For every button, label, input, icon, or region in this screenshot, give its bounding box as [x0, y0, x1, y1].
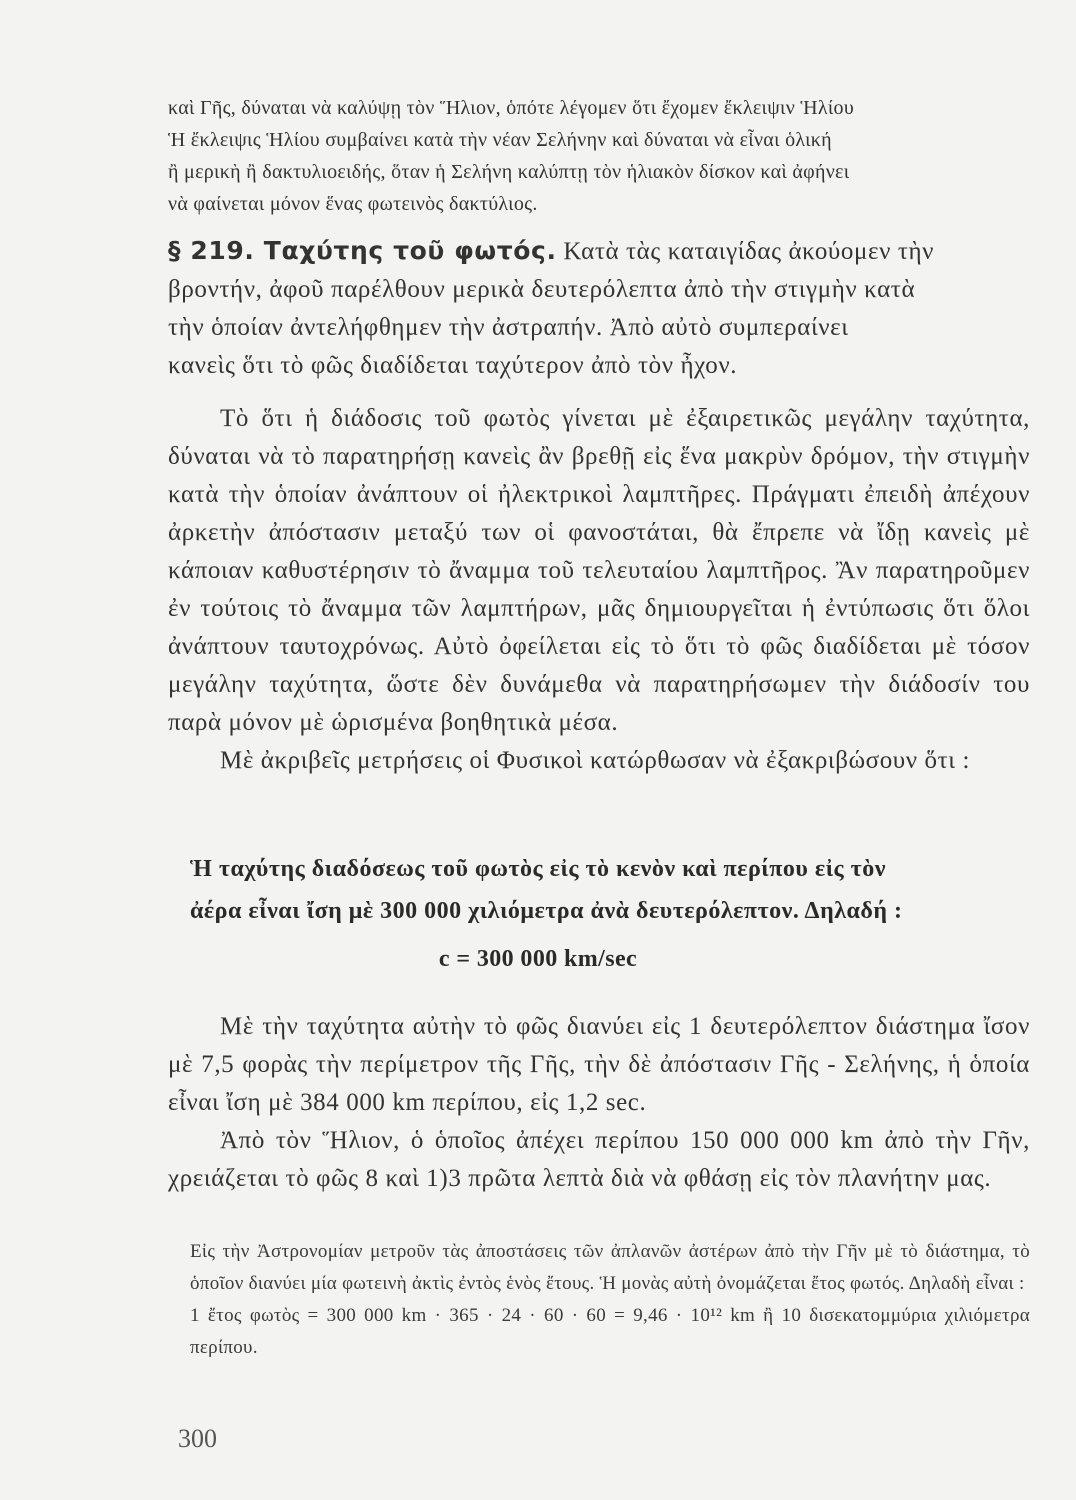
text-line: καὶ Γῆς, δύναται νὰ καλύψῃ τὸν Ἥλιον, ὁπότε λέγομεν ὅτι ἔχομεν ἔκλειψιν Ἡλίου [168, 97, 855, 119]
paragraph: Ἀπὸ τὸν Ἥλιον, ὁ ὁποῖος ἀπέχει περίπου 150 000 000 km ἀπὸ τὴν Γῆν, χρειάζεται τὸ φῶς 8 καὶ 1)3 πρῶτα λεπτὰ διὰ νὰ φθάσῃ εἰς τὸν πλανήτην μας. [168, 1127, 1030, 1192]
speed-formula: c = 300 000 km/sec [438, 946, 638, 972]
bold-statement [190, 848, 1030, 932]
section-first-line [168, 232, 1028, 271]
text-line: ἢ μερικὴ ἢ δακτυλιοειδής, ὅταν ἡ Σελήνη καλύπτῃ τὸν ἡλιακὸν δίσκον καὶ ἀφήνει [168, 161, 850, 183]
eclipse-paragraph [168, 92, 1028, 220]
note-equation: 1 ἔτος φωτὸς = 300 000 km · 365 · 24 · 60 · 60 = 9,46 · 10¹² km ἢ 10 δισεκατομμύρια χιλιόμετρα περίπου. [190, 1305, 1030, 1358]
body-text [168, 400, 1030, 780]
paragraph: Μὲ ἀκριβεῖς μετρήσεις οἱ Φυσικοὶ κατώρθωσαν νὰ ἐξακριβώσουν ὅτι : [220, 747, 970, 774]
text-line: βροντήν, ἀφοῦ παρέλθουν μερικὰ δευτερόλεπτα ἀπὸ τὴν στιγμὴν κατὰ [168, 276, 916, 303]
section-heading: § 219. Ταχύτης τοῦ φωτός. [168, 236, 557, 265]
note-text: Εἰς τὴν Ἀστρονομίαν μετροῦν τὰς ἀποστάσεις τῶν ἀπλανῶν ἀστέρων ἀπὸ τὴν Γῆν μὲ τὸ διάστημα, τὸ ὁποῖον διανύει μία φωτεινὴ ἀκτὶς ἐντὸς ἑνὸς ἔτους. Ἡ μονὰς αὐτὴ ὀνομάζεται ἔτος φωτός. Δηλαδὴ εἶναι : [190, 1241, 1030, 1294]
paragraph: Τὸ ὅτι ἡ διάδοσις τοῦ φωτὸς γίνεται μὲ ἐξαιρετικῶς μεγάλην ταχύτητα, δύναται νὰ τὸ παρατηρήσῃ κανεὶς ἂν βρεθῇ εἰς ἕνα μακρὺν δρόμον, τὴν στιγμὴν κατὰ τὴν ὁποίαν ἀνάπτουν οἱ ἠλεκτρικοὶ λαμπτῆρες. Πράγματι ἐπειδὴ ἀπέχουν ἀρκετὴν ἀπόστασιν μεταξύ των οἱ φανοστάται, θὰ ἔπρεπε νὰ ἴδῃ κανεὶς μὲ κάποιαν καθυστέρησιν τὸ ἄναμμα τοῦ τελευταίου λαμπτῆρος. Ἂν παρατηροῦμεν ἐν τούτοις τὸ ἄναμμα τῶν λαμπτήρων, μᾶς δημιουργεῖται ἡ ἐντύπωσις ὅτι ὅλοι ἀνάπτουν ταυτοχρόνως. Αὐτὸ ὀφείλεται εἰς τὸ ὅτι τὸ φῶς διαδίδεται μὲ τόσον μεγάλην ταχύτητα, ὥστε δὲν δυνάμεθα νὰ παρατηρήσωμεν τὴν διάδοσίν του παρὰ μόνον μὲ ὡρισμένα βοηθητικὰ μέσα. [168, 405, 1030, 736]
text-line: τὴν ὁποίαν ἀντελήφθημεν τὴν ἀστραπήν. Ἀπὸ αὐτὸ συμπεραίνει [168, 314, 849, 341]
text-line: Κατὰ τὰς καταιγίδας ἀκούομεν τὴν [563, 238, 935, 265]
page-number: 300 [178, 1424, 217, 1453]
paragraph: Μὲ τὴν ταχύτητα αὐτὴν τὸ φῶς διανύει εἰς 1 δευτερόλεπτον διάστημα ἴσον μὲ 7,5 φορὰς τὴν περίμετρον τῆς Γῆς, τὴν δὲ ἀπόστασιν Γῆς - Σελήνης, ἡ ὁποία εἶναι ἴση μὲ 384 000 km περίπου, εἰς 1,2 sec. [168, 1013, 1030, 1116]
statement-line: Ἡ ταχύτης διαδόσεως τοῦ φωτὸς εἰς τὸ κενὸν καὶ περίπου εἰς τὸν [190, 856, 886, 882]
text-line: Ἡ ἔκλειψις Ἡλίου συμβαίνει κατὰ τὴν νέαν Σελήνην καὶ δύναται νὰ εἶναι ὁλική [168, 129, 832, 151]
text-line: νὰ φαίνεται μόνον ἕνας φωτεινὸς δακτύλιος. [168, 193, 538, 215]
statement-line: ἀέρα εἶναι ἴση μὲ 300 000 χιλιόμετρα ἀνὰ δευτερόλεπτον. Δηλαδή : [190, 898, 903, 924]
footnote [190, 1236, 1030, 1364]
text-line: κανεὶς ὅτι τὸ φῶς διαδίδεται ταχύτερον ἀπὸ τὸν ἦχον. [168, 352, 738, 379]
body-text-2 [168, 1008, 1030, 1198]
section-219 [168, 232, 1028, 385]
